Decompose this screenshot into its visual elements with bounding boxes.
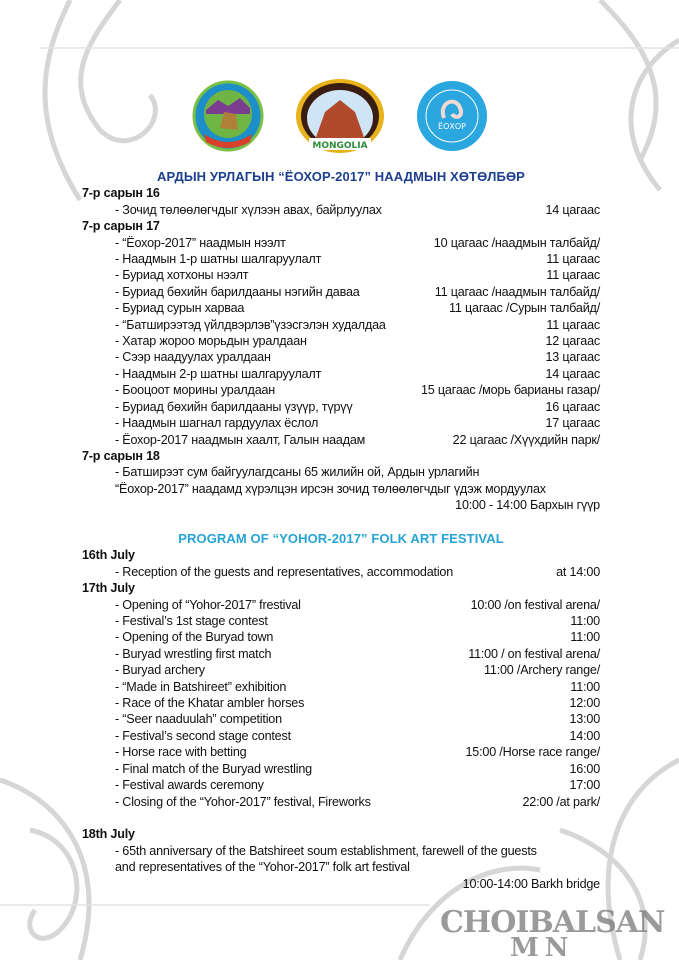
event-name: - “Seer naaduulah” competition <box>115 712 282 727</box>
event-row <box>82 794 600 810</box>
watermark-line1: CHOIBALSAN <box>440 905 665 940</box>
event-name: - Buryad wrestling first match <box>115 646 272 661</box>
event-time: 17 цагаас <box>545 416 600 431</box>
event-name: - Бооцоот морины уралдаан <box>115 383 276 398</box>
day-heading: 7-р сарын 17 <box>82 219 160 234</box>
event-time: 11 цагаас /Сурын талбайд/ <box>449 301 600 316</box>
event-time: 14 цагаас <box>545 202 600 217</box>
mongolian-title: АРДЫН УРЛАГЫН “ЁОХОР-2017” НААДМЫН ХӨТӨЛБӨР <box>157 169 525 184</box>
day-heading: 16th July <box>82 548 135 563</box>
event-row <box>82 284 600 300</box>
watermark <box>440 905 665 963</box>
event-name: - Closing of the “Yohor-2017” festival, Fireworks <box>115 794 371 809</box>
event-name: - Сээр наадуулах уралдаан <box>115 350 271 365</box>
event-row <box>82 349 600 365</box>
event-row <box>82 333 600 349</box>
event-name: - Хатар жороо морьдын уралдаан <box>115 334 307 349</box>
event-name: - “Made in Batshireet” exhibition <box>115 679 287 694</box>
event-time: 15 цагаас /морь барианы газар/ <box>420 383 600 398</box>
event-row <box>82 366 600 382</box>
event-name: - Opening of the Buryad town <box>115 630 274 645</box>
english-program <box>82 531 600 892</box>
event-name: - Festival’s second stage contest <box>115 728 291 743</box>
event-time: 10:00 - 14:00 Бархын гүүр <box>455 498 600 513</box>
event-time: 11 цагаас <box>546 252 600 267</box>
event-time: 11 цагаас /наадмын талбайд/ <box>434 284 600 299</box>
batshireet-emblem <box>192 80 264 152</box>
event-name: - Наадмын шагнал гардуулах ёслол <box>115 416 319 431</box>
event-name: - “Ёохор-2017” наадмын нээлт <box>115 235 286 250</box>
event-time: at 14:00 <box>556 564 600 579</box>
english-title: PROGRAM OF “YOHOR-2017” FOLK ART FESTIVAL <box>178 531 504 546</box>
event-line: - Батширээт сум байгуулагдсаны 65 жилийн ой, Ардын урлагийн <box>115 465 480 480</box>
event-row <box>82 777 600 793</box>
day-heading: 18th July <box>82 827 135 842</box>
event-name: - Opening of “Yohor-2017” frestival <box>115 597 301 612</box>
watermark-line2: MN <box>510 933 575 963</box>
event-time: 13:00 <box>569 712 600 727</box>
event-time: 11:00 <box>570 614 600 629</box>
event-time: 10:00 /on festival arena/ <box>470 597 600 612</box>
event-line: “Ёохор-2017” наадамд хүрэлцэн ирсэн зочид төлөөлөгчдыг үдэж мордуулах <box>115 481 546 496</box>
event-row <box>82 646 600 662</box>
event-row <box>82 711 600 727</box>
event-row <box>82 564 600 580</box>
event-time: 12 цагаас <box>545 334 600 349</box>
event-name: - Final match of the Buryad wrestling <box>115 761 312 776</box>
event-name: - Festival’s 1st stage contest <box>115 614 268 629</box>
event-row <box>82 728 600 744</box>
event-time: 15:00 /Horse race range/ <box>465 745 600 760</box>
event-time: 10 цагаас /наадмын талбайд/ <box>433 235 600 250</box>
event-row <box>82 317 600 333</box>
event-time: 10:00-14:00 Barkh bridge <box>462 876 600 891</box>
event-row <box>82 662 600 678</box>
event-name: - Буриад сурын харваа <box>115 301 245 316</box>
event-row <box>82 695 600 711</box>
mongolia-logo-text: MONGOLIA <box>312 141 368 151</box>
event-name: - Buryad archery <box>115 663 205 678</box>
day-heading: 17th July <box>82 581 135 596</box>
mongolian-program <box>82 169 600 514</box>
event-line: and representatives of the “Yohor-2017” folk art festival <box>115 860 410 875</box>
event-row <box>82 761 600 777</box>
event-time: 17:00 <box>569 778 600 793</box>
event-row <box>82 744 600 760</box>
day-heading: 7-р сарын 18 <box>82 448 160 463</box>
event-time: 16:00 <box>569 761 600 776</box>
event-time: 11:00 <box>570 630 600 645</box>
event-row <box>82 399 600 415</box>
event-row <box>82 629 600 645</box>
event-time: 11 цагаас <box>546 268 600 283</box>
day-heading: 7-р сарын 16 <box>82 186 160 201</box>
event-name: - Наадмын 1-р шатны шалгаруулалт <box>115 252 322 267</box>
yohor-logo-text: ЁОХОР <box>438 122 466 131</box>
event-name: - Ёохор-2017 наадмын хаалт, Галын наадам <box>115 432 366 447</box>
yohor-emblem <box>416 80 488 152</box>
event-name: - “Батширээтэд үйлдвэрлэв”үзэсгэлэн худалдаа <box>115 317 386 332</box>
event-row <box>82 415 600 431</box>
event-time: 22 цагаас /Хүүхдийн парк/ <box>452 432 600 447</box>
event-row <box>82 300 600 316</box>
event-time: 13 цагаас <box>545 350 600 365</box>
event-time: 12:00 <box>569 696 600 711</box>
event-time: 11:00 <box>570 679 600 694</box>
event-time: 14 цагаас <box>545 366 600 381</box>
event-name: - Наадмын 2-р шатны шалгаруулалт <box>115 366 322 381</box>
event-time: 22:00 /at park/ <box>522 794 600 809</box>
event-row <box>82 235 600 251</box>
mongolia-emblem <box>295 78 385 154</box>
event-time: 11:00 /Archery range/ <box>484 663 600 678</box>
event-name: - Буриад бөхийн барилдааны нэгийн даваа <box>115 284 360 299</box>
event-time: 14:00 <box>569 728 600 743</box>
event-row <box>82 251 600 267</box>
event-line: - 65th anniversary of the Batshireet soum establishment, farewell of the guests <box>115 843 537 858</box>
event-name: - Horse race with betting <box>115 745 247 760</box>
event-row <box>82 597 600 613</box>
event-name: - Буриад хотхоны нээлт <box>115 268 249 283</box>
event-name: - Буриад бөхийн барилдааны үзүүр, түрүү <box>115 399 353 414</box>
event-row <box>82 679 600 695</box>
event-row <box>82 432 600 448</box>
event-row <box>82 202 600 218</box>
event-name: - Reception of the guests and representatives, accommodation <box>115 564 454 579</box>
event-time: 16 цагаас <box>545 399 600 414</box>
event-name: - Race of the Khatar ambler horses <box>115 696 305 711</box>
event-name: - Зочид төлөөлөгчдыг хүлээн авах, байрлуулах <box>115 202 382 217</box>
event-row <box>82 382 600 398</box>
event-time: 11 цагаас <box>546 317 600 332</box>
event-name: - Festival awards ceremony <box>115 778 264 793</box>
event-row <box>82 613 600 629</box>
event-row <box>82 267 600 283</box>
event-time: 11:00 / on festival arena/ <box>468 646 600 661</box>
